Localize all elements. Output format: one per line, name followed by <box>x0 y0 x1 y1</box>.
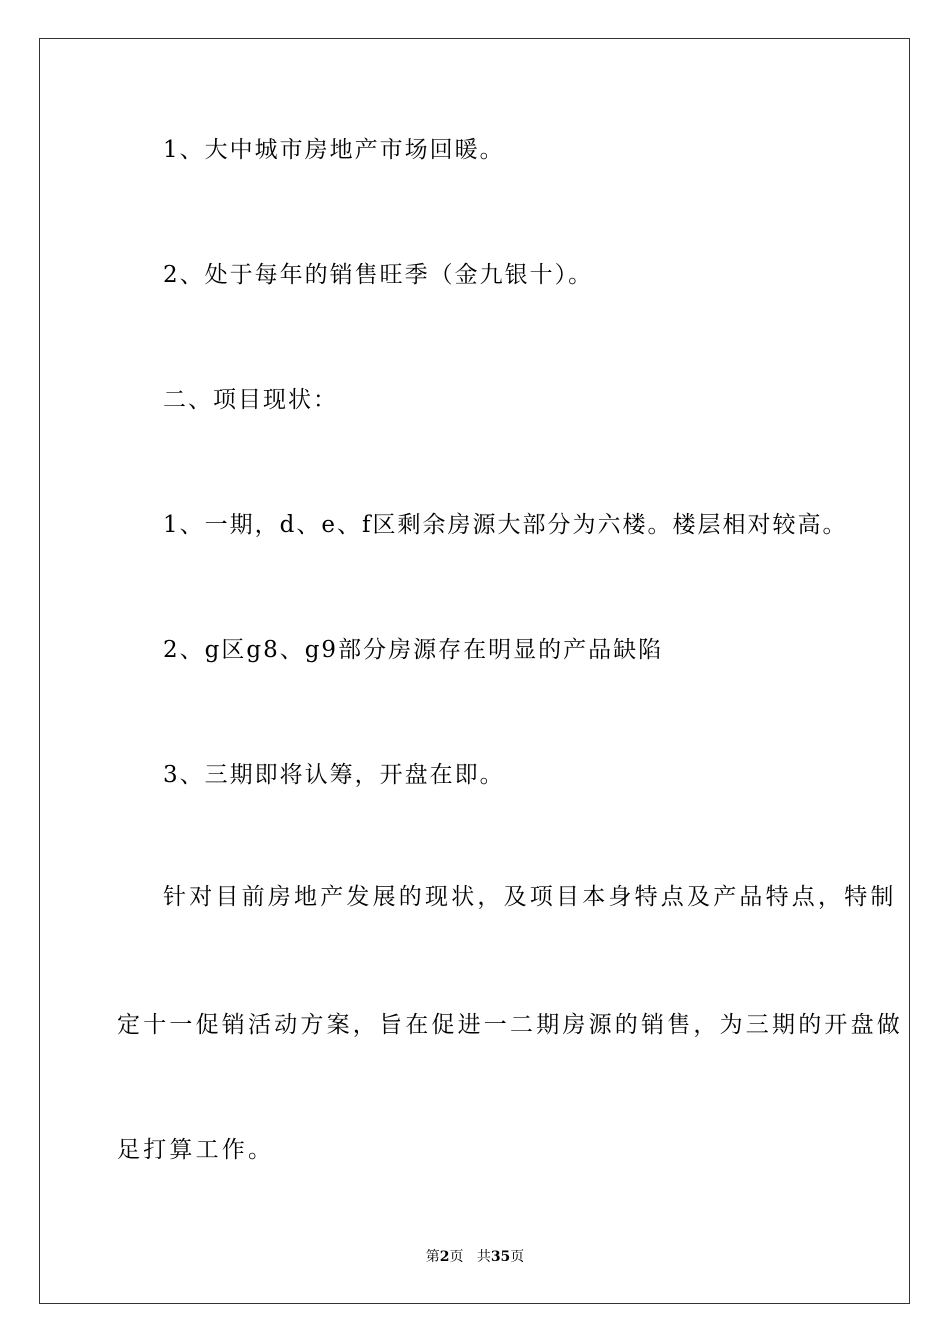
list-item-phase-three: 3、三期即将认筹，开盘在即。 <box>163 762 505 788</box>
list-item-sales-season: 2、处于每年的销售旺季（金九银十）。 <box>163 262 594 288</box>
section-heading-project-status: 二、项目现状： <box>163 387 338 413</box>
footer-total-pages: 35 <box>490 1249 511 1265</box>
body-paragraph-line-2: 定十一促销活动方案，旨在促进一二期房源的销售，为三期的开盘做 <box>117 1012 903 1038</box>
footer-total-suffix: 页 <box>510 1249 525 1265</box>
list-item-market-recovery: 1、大中城市房地产市场回暖。 <box>163 137 505 163</box>
footer-total-prefix: 共 <box>476 1249 491 1265</box>
list-item-phase-one: 1、一期，d、e、f区剩余房源大部分为六楼。楼层相对较高。 <box>163 512 848 538</box>
body-paragraph-line-1: 针对目前房地产发展的现状，及项目本身特点及产品特点，特制 <box>163 884 897 910</box>
list-item-g-zone: 2、g区g8、g9部分房源存在明显的产品缺陷 <box>163 637 664 663</box>
page-border <box>39 38 910 1304</box>
footer-page-number: 2 <box>439 1249 450 1265</box>
page-footer <box>0 1248 950 1266</box>
footer-page-suffix: 页 <box>449 1249 464 1265</box>
footer-page-prefix: 第 <box>425 1249 440 1265</box>
body-paragraph-line-3: 足打算工作。 <box>117 1137 275 1163</box>
